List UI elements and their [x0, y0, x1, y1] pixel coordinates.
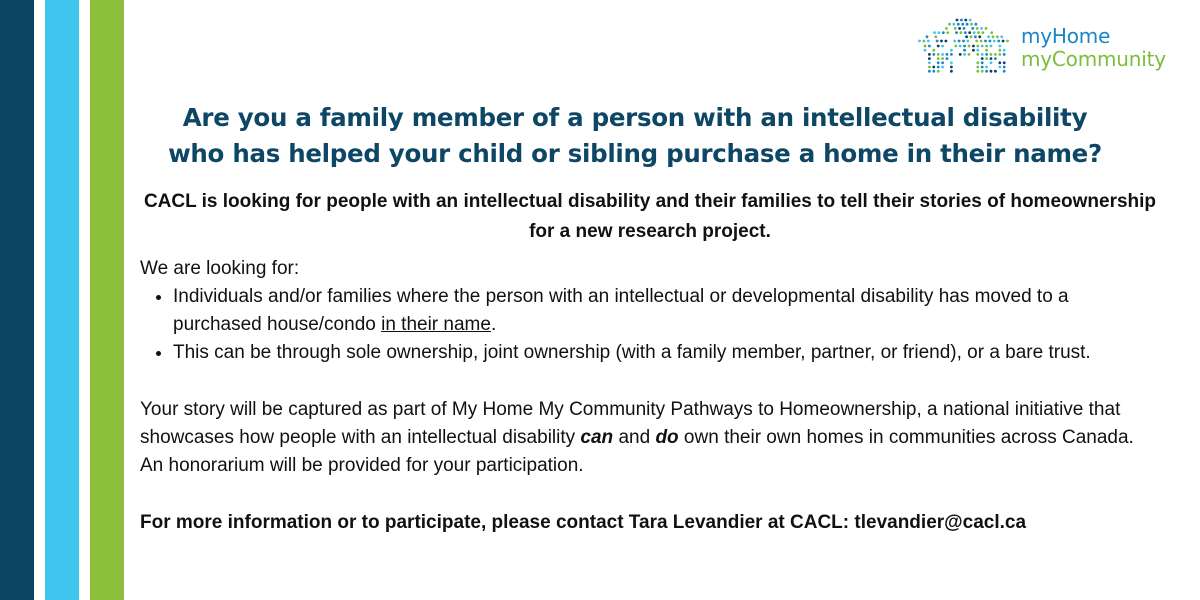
navy-stripe: [0, 0, 34, 600]
list-item: • This can be through sole ownership, joint ownership (with a family member, partner, or friend), or a bare trust.: [173, 339, 1150, 367]
logo-line-myhome: myHome: [1021, 24, 1111, 48]
body-content: [140, 255, 1150, 537]
bullet-1-underlined: in their name: [381, 314, 491, 335]
criteria-list: [140, 283, 1150, 367]
green-stripe: [90, 0, 124, 600]
bullet-1-end: .: [490, 314, 497, 335]
dotted-house-logo-icon: [915, 14, 1015, 80]
headline-line-2: who has helped your child or sibling purchase a home in their name?: [168, 139, 1102, 168]
story-emphasis-can: can: [580, 427, 614, 448]
contact-line: For more information or to participate, please contact Tara Levandier at CACL: tlevandier@cacl.ca: [140, 512, 1027, 533]
myhome-mycommunity-logo: [915, 14, 1190, 80]
story-part-1: Your story will be captured as part of My Home My Community Pathways to Homeownership, a national initiative that showcases how people with an intellectual disability: [140, 399, 1121, 448]
page-headline: [130, 100, 1140, 172]
story-part-2: and: [613, 427, 656, 448]
spacer: [140, 367, 1150, 396]
bullet-1-text: Individuals and/or families where the person with an intellectual or developmental disability has moved to a purchased house/condo: [173, 286, 1069, 335]
logo-wordmark: [1021, 25, 1166, 71]
list-item: [173, 283, 1150, 339]
looking-for-intro: We are looking for:: [140, 258, 300, 279]
lead-paragraph: CACL is looking for people with an intellectual disability and their families to tell their stories of homeownership for a new research project.: [143, 191, 1157, 242]
story-paragraph: [140, 396, 1150, 480]
story-emphasis-do: do: [655, 427, 679, 448]
story-part-3: own their own homes in communities across Canada. An honorarium will be provided for your participation.: [140, 427, 1134, 476]
logo-line-mycommunity: myCommunity: [1021, 47, 1166, 71]
headline-line-1: Are you a family member of a person with an intellectual disability: [182, 103, 1088, 132]
blue-stripe: [45, 0, 79, 600]
spacer: [140, 480, 1150, 509]
